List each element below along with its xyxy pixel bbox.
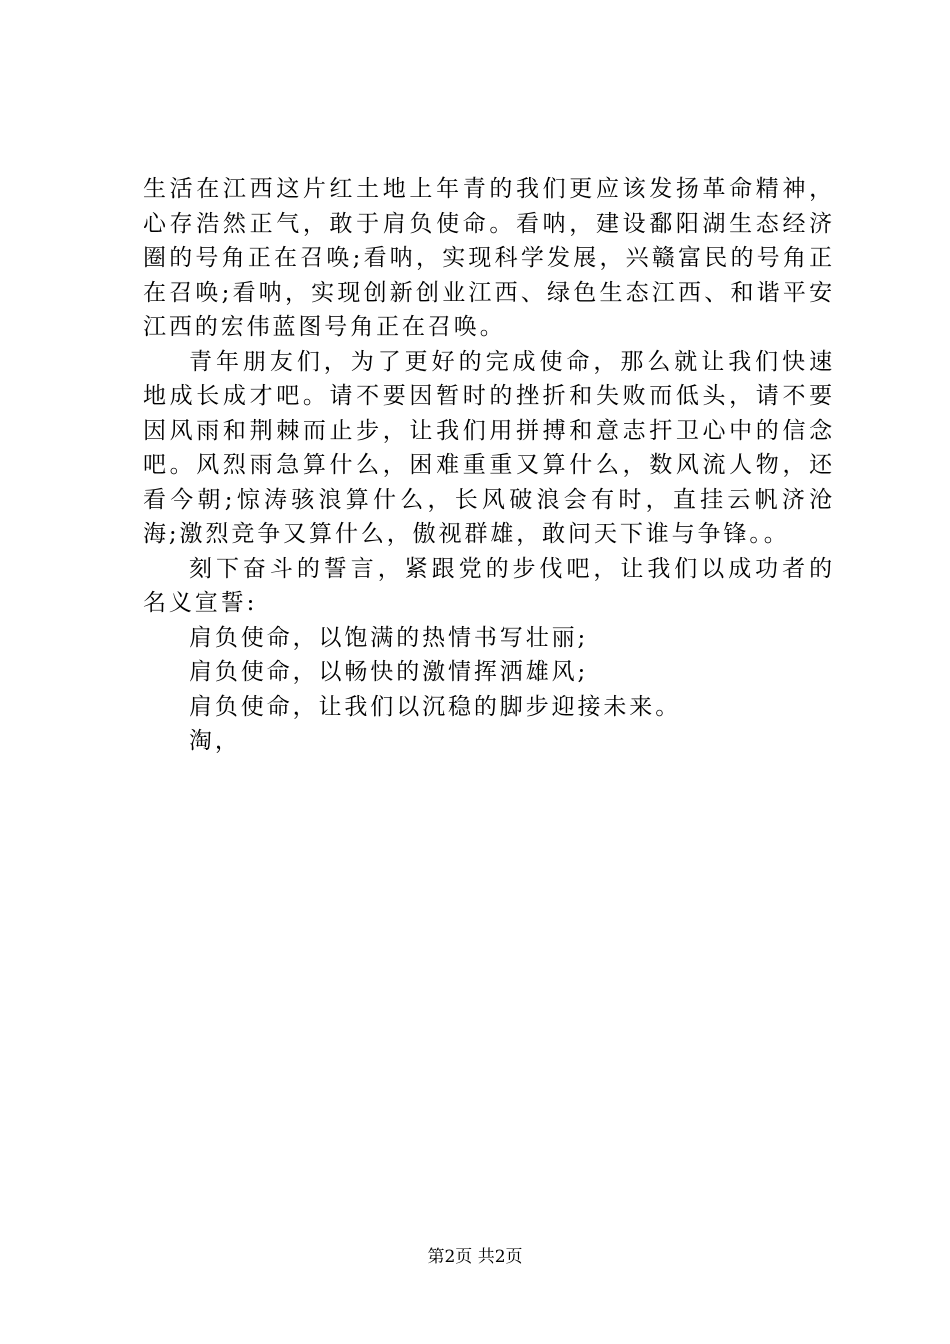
page-number: 第2页 共2页	[427, 1247, 523, 1267]
paragraph-3: 刻下奋斗的誓言，紧跟党的步伐吧，让我们以成功者的名义宣誓:	[143, 555, 835, 616]
paragraph-4: 肩负使命，以饱满的热情书写壮丽;	[189, 624, 589, 651]
document-body	[143, 172, 835, 759]
paragraph-6: 肩负使命，让我们以沉稳的脚步迎接未来。	[189, 693, 682, 720]
page-footer	[0, 1242, 950, 1267]
paragraph-5: 肩负使命，以畅快的激情挥洒雄风;	[189, 659, 589, 685]
paragraph-2: 青年朋友们，为了更好的完成使命，那么就让我们快速地成长成才吧。请不要因暂时的挫折和失败而低头，请不要因风雨和荆棘而止步，让我们用拼搏和意志扞卫心中的信念吧。风烈雨急算什么，困难重重又算什么，数风流人物，还看今朝;惊涛骇浪算什么，长风破浪会有时，直挂云帆济沧海;激烈竞争又算什么，傲视群雄，敢问天下谁与争锋。。	[143, 348, 835, 547]
paragraph-1: 生活在江西这片红土地上年青的我们更应该发扬革命精神，心存浩然正气，敢于肩负使命。看呐，建设鄱阳湖生态经济圈的号角正在召唤;看呐，实现科学发展，兴赣富民的号角正在召唤;看呐，实现创新创业江西、绿色生态江西、和谐平安江西的宏伟蓝图号角正在召唤。	[143, 176, 835, 340]
paragraph-7: 淘，	[189, 728, 241, 754]
